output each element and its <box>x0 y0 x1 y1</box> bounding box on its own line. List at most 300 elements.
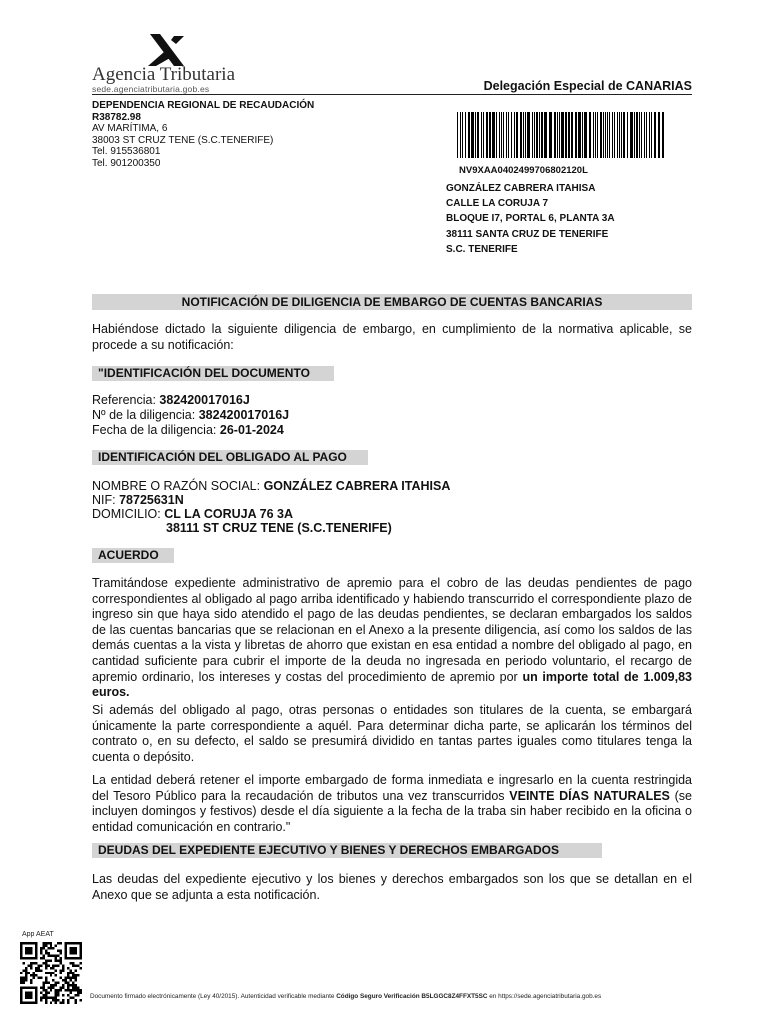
qr-module <box>40 997 42 999</box>
qr-module <box>25 987 27 989</box>
qr-module <box>57 954 59 956</box>
qr-module <box>27 997 29 999</box>
barcode-bar <box>593 112 594 158</box>
qr-module <box>40 949 42 951</box>
qr-module <box>55 997 57 999</box>
qr-module <box>25 972 27 974</box>
qr-module <box>25 992 27 994</box>
qr-module <box>75 974 77 976</box>
qr-module <box>70 947 72 949</box>
qr-module <box>57 959 59 961</box>
qr-module <box>52 984 54 986</box>
qr-module <box>20 1002 22 1004</box>
qr-module <box>55 969 57 971</box>
qr-module <box>45 949 47 951</box>
qr-module <box>45 979 47 981</box>
qr-module <box>72 987 74 989</box>
qr-module <box>57 999 59 1001</box>
qr-module <box>42 942 44 944</box>
importe-total: un importe total de 1.009,83 euros. <box>92 669 692 700</box>
barcode-bar <box>575 112 577 158</box>
qr-module <box>30 962 32 964</box>
qr-module <box>40 977 42 979</box>
qr-module <box>70 969 72 971</box>
qr-module <box>45 944 47 946</box>
qr-module <box>45 989 47 991</box>
qr-module <box>27 952 29 954</box>
qr-module <box>75 977 77 979</box>
qr-module <box>67 999 69 1001</box>
barcode-bar <box>589 112 591 158</box>
qr-module <box>47 964 49 966</box>
qr-module <box>55 999 57 1001</box>
barcode-bar <box>475 112 476 158</box>
qr-module <box>65 979 67 981</box>
recipient-street: CALLE LA CORUJA 7 <box>446 198 549 210</box>
qr-module <box>72 974 74 976</box>
qr-module <box>77 957 79 959</box>
qr-module <box>70 992 72 994</box>
qr-module <box>65 989 67 991</box>
qr-module <box>72 982 74 984</box>
domicilio-value: CL LA CORUJA 76 3A <box>164 507 293 521</box>
qr-module <box>35 944 37 946</box>
qr-module <box>30 987 32 989</box>
qr-module <box>75 989 77 991</box>
deudas-paragraph: Las deudas del expediente ejecutivo y los bienes y derechos embargados son los que se detallan en el Anexo que se adjunta a esta notificación. <box>92 872 692 902</box>
qr-module <box>50 972 52 974</box>
qr-module <box>42 984 44 986</box>
qr-module <box>30 952 32 954</box>
qr-module <box>80 967 82 969</box>
acuerdo-text: (se incluyen domingos y festivos) desde el día siguiente a la fecha de la traba sin haber recibido en la oficina o entidad comunicación en contrario." <box>92 788 692 834</box>
domicilio-label: DOMICILIO: <box>92 507 161 521</box>
barcode-text: NV9XAA0402499706802120L <box>459 165 588 176</box>
qr-module <box>65 977 67 979</box>
qr-module <box>45 962 47 964</box>
barcode-bar <box>644 112 645 158</box>
qr-module <box>45 982 47 984</box>
qr-module <box>52 954 54 956</box>
qr-module <box>25 947 27 949</box>
qr-module <box>45 952 47 954</box>
sender-phone: Tel. 901200350 <box>92 157 161 169</box>
qr-module <box>20 944 22 946</box>
acuerdo-paragraph-3 <box>92 773 692 835</box>
barcode-bar <box>582 112 583 158</box>
qr-module <box>50 967 52 969</box>
qr-module <box>77 994 79 996</box>
footer-text: en https://sede.agenciatributaria.gob.es <box>489 993 602 1000</box>
qr-module <box>27 972 29 974</box>
qr-module <box>62 1002 64 1004</box>
qr-module <box>62 999 64 1001</box>
qr-module <box>45 994 47 996</box>
qr-module <box>57 942 59 944</box>
barcode-bar <box>654 112 656 158</box>
qr-module <box>55 989 57 991</box>
qr-module <box>65 944 67 946</box>
qr-module <box>60 942 62 944</box>
qr-module <box>72 957 74 959</box>
qr-module <box>32 977 34 979</box>
qr-module <box>60 957 62 959</box>
qr-module <box>75 1002 77 1004</box>
barcode-bar <box>477 112 479 158</box>
qr-module <box>42 947 44 949</box>
barcode-bar <box>619 112 620 158</box>
barcode-bar <box>646 112 647 158</box>
barcode-bar <box>584 112 587 158</box>
barcode-bar <box>621 112 622 158</box>
qr-module <box>70 942 72 944</box>
qr-module <box>35 969 37 971</box>
barcode-bar <box>609 112 610 158</box>
qr-module <box>52 999 54 1001</box>
qr-module <box>47 942 49 944</box>
qr-module <box>35 949 37 951</box>
qr-module <box>67 972 69 974</box>
qr-module <box>67 982 69 984</box>
barcode-bar <box>532 112 533 158</box>
qr-module <box>75 964 77 966</box>
qr-module <box>27 1002 29 1004</box>
qr-module <box>52 972 54 974</box>
qr-module <box>50 984 52 986</box>
qr-module <box>42 962 44 964</box>
qr-module <box>35 957 37 959</box>
diligencia-line <box>92 408 289 422</box>
barcode-bar <box>614 112 615 158</box>
qr-module <box>30 992 32 994</box>
recipient-name: GONZÁLEZ CABRERA ITAHISA <box>446 183 596 194</box>
qr-module <box>20 979 22 981</box>
qr-module <box>70 979 72 981</box>
qr-module <box>65 982 67 984</box>
qr-module <box>40 969 42 971</box>
qr-module <box>72 962 74 964</box>
sender-code: R38782.98 <box>92 111 141 123</box>
qr-module <box>55 974 57 976</box>
qr-module <box>20 989 22 991</box>
qr-module <box>47 987 49 989</box>
qr-module <box>20 954 22 956</box>
qr-module <box>27 964 29 966</box>
barcode-bar <box>523 112 524 158</box>
qr-module <box>27 987 29 989</box>
document-title: NOTIFICACIÓN DE DILIGENCIA DE EMBARGO DE CUENTAS BANCARIAS <box>92 294 692 310</box>
qr-module <box>75 957 77 959</box>
qr-module <box>60 972 62 974</box>
qr-module <box>30 994 32 996</box>
qr-module <box>67 957 69 959</box>
qr-module <box>80 999 82 1001</box>
barcode-bar <box>541 112 543 158</box>
barcode-bar <box>489 112 491 158</box>
qr-module <box>22 977 24 979</box>
qr-module <box>77 992 79 994</box>
csv-footer-note <box>90 993 601 1000</box>
qr-module <box>55 992 57 994</box>
qr-module <box>60 952 62 954</box>
qr-module <box>20 952 22 954</box>
qr-module <box>65 954 67 956</box>
qr-module <box>52 967 54 969</box>
qr-module <box>77 964 79 966</box>
qr-module <box>25 977 27 979</box>
qr-module <box>55 984 57 986</box>
qr-module <box>55 982 57 984</box>
qr-module <box>30 974 32 976</box>
qr-module <box>45 997 47 999</box>
recipient-address <box>446 181 615 257</box>
qr-module <box>50 959 52 961</box>
qr-module <box>60 959 62 961</box>
qr-module <box>60 987 62 989</box>
acuerdo-paragraph-1 <box>92 576 692 701</box>
domicilio-line <box>92 507 293 521</box>
qr-module <box>35 992 37 994</box>
fecha-line <box>92 423 284 437</box>
qr-module <box>22 987 24 989</box>
qr-module <box>40 987 42 989</box>
barcode-bar <box>658 112 660 158</box>
qr-module <box>77 987 79 989</box>
qr-module <box>30 949 32 951</box>
barcode-bar <box>496 112 497 158</box>
barcode-bar <box>481 112 482 158</box>
qr-module <box>22 979 24 981</box>
qr-module <box>80 944 82 946</box>
barcode-bar <box>603 112 604 158</box>
qr-module <box>45 964 47 966</box>
qr-module <box>45 999 47 1001</box>
barcode-bar <box>557 112 558 158</box>
qr-module <box>75 984 77 986</box>
qr-module <box>35 1002 37 1004</box>
qr-module <box>47 992 49 994</box>
qr-module <box>75 942 77 944</box>
logo-url: sede.agenciatributaria.gob.es <box>92 84 210 94</box>
qr-module <box>20 972 22 974</box>
fecha-value: 26-01-2024 <box>219 423 284 437</box>
barcode-bar <box>554 112 556 158</box>
qr-module <box>40 947 42 949</box>
qr-module <box>62 987 64 989</box>
barcode-bar <box>651 112 652 158</box>
qr-module <box>60 962 62 964</box>
qr-module <box>45 992 47 994</box>
barcode-bar <box>578 112 581 158</box>
barcode-bar <box>597 112 598 158</box>
qr-module <box>20 982 22 984</box>
qr-module <box>77 989 79 991</box>
barcode-bar <box>605 112 606 158</box>
qr-module <box>45 967 47 969</box>
barcode-bar <box>492 112 495 158</box>
qr-module <box>42 987 44 989</box>
qr-module <box>42 994 44 996</box>
recipient-province: S.C. TENERIFE <box>446 243 518 255</box>
qr-module <box>52 987 54 989</box>
qr-module <box>65 949 67 951</box>
qr-module <box>20 999 22 1001</box>
qr-module <box>30 957 32 959</box>
section-deudas: DEUDAS DEL EXPEDIENTE EJECUTIVO Y BIENES Y DERECHOS EMBARGADOS <box>92 843 602 858</box>
sender-address <box>92 100 314 170</box>
qr-module <box>55 957 57 959</box>
agency-emblem-icon <box>144 32 192 68</box>
barcode-bar <box>468 112 470 158</box>
qr-module <box>30 947 32 949</box>
nif-value: 78725631N <box>119 493 184 507</box>
acuerdo-paragraph-2: Si además del obligado al pago, otras personas o entidades son titulares de la cuenta, se embargará únicamente la parte correspondiente a aquél. Para determinar dicha parte, se aplicarán los términos del contrato o, en su defecto, el saldo se presumirá dividido en tantas partes iguales como titulares tenga la cuenta o depósito. <box>92 703 692 764</box>
barcode-bar <box>561 112 564 158</box>
barcode-bar <box>617 112 618 158</box>
qr-module <box>62 979 64 981</box>
barcode-bar <box>534 112 535 158</box>
qr-module <box>60 949 62 951</box>
barcode-bar <box>634 112 635 158</box>
qr-module <box>27 942 29 944</box>
domicilio-line-2: 38111 ST CRUZ TENE (S.C.TENERIFE) <box>166 521 392 535</box>
qr-module <box>35 947 37 949</box>
qr-module <box>20 987 22 989</box>
barcode-bar <box>627 112 628 158</box>
qr-module <box>52 947 54 949</box>
qr-module <box>37 967 39 969</box>
acuerdo-text: Tramitándose expediente administrativo de apremio para el cobro de las deudas pendientes de pago correspondientes al obligado al pago arriba identificado y habiendo transcurrido el correspondiente plazo de ingreso sin que haya sido atendido el pago de las deudas pendientes, se declaran embargados los saldos de las cuentas bancarias que se relacionan en el Anexo a la presente diligencia, así como los saldos de las demás cuentas a la vista y libretas de ahorro que existan en esa entidad a nombre del obligado al pago, en cantidad suficiente para cubrir el importe de la deuda no ingresada en periodo voluntario, el recargo de apremio ordinario, los intereses y costas del procedimiento de apremio por <box>92 576 692 684</box>
qr-module <box>20 949 22 951</box>
nif-line <box>92 493 184 507</box>
qr-code[interactable] <box>20 942 82 1004</box>
qr-module <box>67 967 69 969</box>
barcode-bar <box>639 112 640 158</box>
qr-module <box>80 952 82 954</box>
qr-module <box>72 977 74 979</box>
app-aeat-label: App AEAT <box>22 931 54 938</box>
qr-module <box>80 992 82 994</box>
qr-module <box>42 957 44 959</box>
qr-module <box>72 942 74 944</box>
barcode-bar <box>600 112 602 158</box>
barcode-bar <box>662 112 664 158</box>
barcode-bar <box>501 112 502 158</box>
barcode-bar <box>471 112 474 158</box>
qr-module <box>75 949 77 951</box>
intro-paragraph: Habiéndose dictado la siguiente diligencia de embargo, en cumplimiento de la normativa aplicable, se procede a su notificación: <box>92 322 692 352</box>
acuerdo-text: La entidad deberá retener el importe embargado de forma inmediata e ingresarlo en la cuenta restringida del Tesoro Público para la recaudación de tributos una vez transcurridos <box>92 773 692 803</box>
barcode-bar <box>457 112 458 158</box>
qr-module <box>55 1002 57 1004</box>
referencia-line <box>92 393 250 407</box>
diligencia-label: Nº de la diligencia: <box>92 408 196 422</box>
qr-module <box>20 957 22 959</box>
barcode-bar <box>544 112 547 158</box>
qr-module <box>70 989 72 991</box>
qr-module <box>37 977 39 979</box>
qr-module <box>40 992 42 994</box>
qr-module <box>30 942 32 944</box>
qr-module <box>75 952 77 954</box>
qr-module <box>72 949 74 951</box>
logo-name: Agencia Tributaria <box>92 64 236 85</box>
qr-module <box>65 942 67 944</box>
qr-module <box>45 972 47 974</box>
qr-module <box>62 994 64 996</box>
barcode-bar <box>641 112 642 158</box>
barcode-bar <box>486 112 488 158</box>
qr-module <box>35 987 37 989</box>
barcode-bar <box>607 112 608 158</box>
qr-module <box>42 954 44 956</box>
qr-module <box>72 952 74 954</box>
barcode-bar <box>527 112 530 158</box>
footer-text: Documento firmado electrónicamente (Ley 40/2015). Autenticidad verificable mediante <box>90 993 335 1000</box>
qr-module <box>40 952 42 954</box>
qr-module <box>67 977 69 979</box>
qr-module <box>30 964 32 966</box>
qr-module <box>50 954 52 956</box>
qr-module <box>65 957 67 959</box>
qr-module <box>25 967 27 969</box>
qr-module <box>72 947 74 949</box>
barcode-bar <box>649 112 650 158</box>
qr-module <box>70 984 72 986</box>
qr-module <box>80 989 82 991</box>
qr-module <box>67 994 69 996</box>
delegacion-heading: Delegación Especial de CANARIAS <box>483 79 692 93</box>
qr-module <box>22 942 24 944</box>
qr-module <box>77 942 79 944</box>
qr-module <box>72 989 74 991</box>
sender-address-line: AV MARÍTIMA, 6 <box>92 123 168 135</box>
qr-module <box>37 964 39 966</box>
qr-module <box>60 989 62 991</box>
barcode-bar <box>539 112 540 158</box>
qr-module <box>75 979 77 981</box>
qr-module <box>32 1002 34 1004</box>
qr-module <box>25 957 27 959</box>
qr-module <box>35 962 37 964</box>
qr-module <box>47 972 49 974</box>
section-obligado-pago: IDENTIFICACIÓN DEL OBLIGADO AL PAGO <box>92 450 368 465</box>
qr-module <box>50 944 52 946</box>
qr-module <box>20 997 22 999</box>
qr-module <box>45 977 47 979</box>
barcode <box>455 112 667 158</box>
barcode-bar <box>565 112 567 158</box>
section-acuerdo: ACUERDO <box>92 548 174 563</box>
qr-module <box>30 979 32 981</box>
qr-module <box>70 962 72 964</box>
qr-module <box>60 969 62 971</box>
qr-module <box>35 994 37 996</box>
qr-module <box>50 974 52 976</box>
qr-module <box>32 942 34 944</box>
qr-module <box>42 997 44 999</box>
qr-module <box>22 1002 24 1004</box>
qr-module <box>22 962 24 964</box>
qr-module <box>45 959 47 961</box>
qr-module <box>75 947 77 949</box>
barcode-bar <box>595 112 596 158</box>
qr-module <box>45 942 47 944</box>
qr-module <box>52 964 54 966</box>
qr-module <box>27 957 29 959</box>
barcode-bar <box>571 112 573 158</box>
qr-module <box>52 979 54 981</box>
